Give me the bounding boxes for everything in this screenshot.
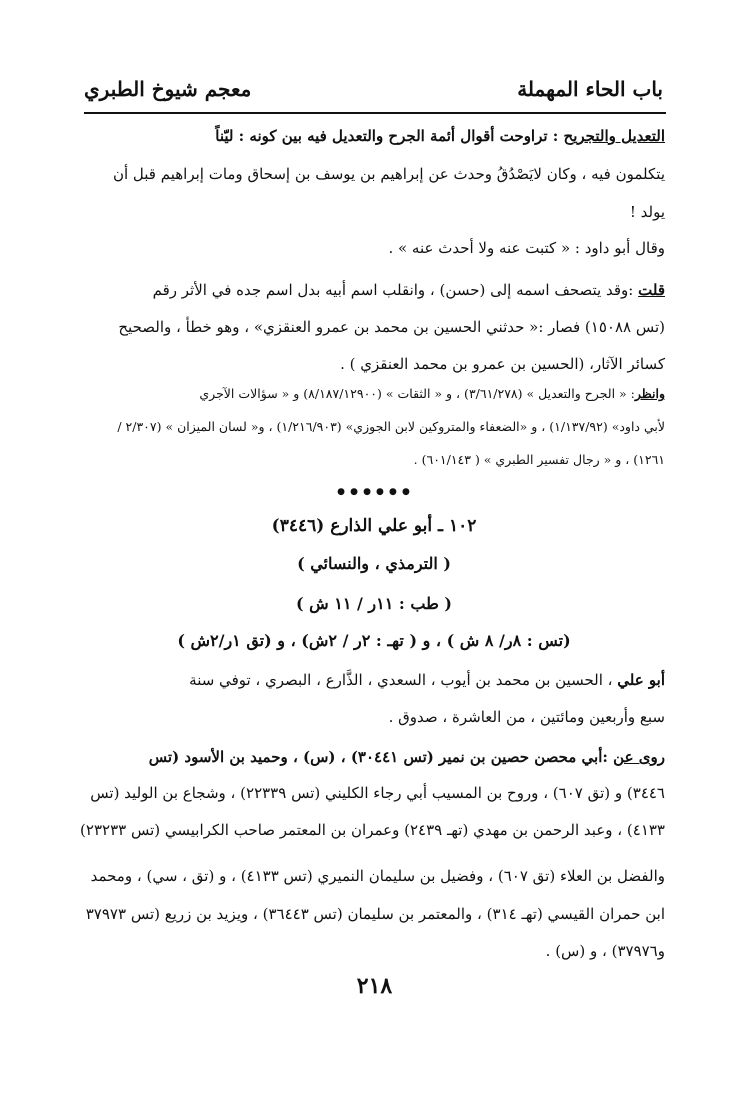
text-line: سبع وأربعين ومائتين ، من العاشرة ، صدوق . — [388, 708, 665, 726]
line-text: :أبي محصن حصين بن نمير (تس ٣٠٤٤١) ، (س) ، وحميد بن الأسود (تس — [148, 748, 614, 766]
text-line: وقال أبو داود : « كتبت عنه ولا أحدث عنه » . — [388, 239, 665, 257]
heading-term: قلت — [638, 281, 665, 299]
reference-line — [83, 380, 665, 408]
entry-tabari-count: ( طب : ١١ر / ١١ ش ) — [296, 594, 452, 613]
text-line: و٣٧٩٧٦) ، و (س) . — [545, 942, 665, 960]
text-line: والفضل بن العلاء (تق ٦٠٧) ، وفضيل بن سليمان النميري (تس ٤١٣٣) ، و (تق ، سي) ، ومحمد — [90, 867, 665, 885]
line-text: : تراوحت أقوال أئمة الجرح والتعديل فيه بين كونه : ليّناً — [215, 127, 564, 145]
entry-sources: ( الترمذي ، والنسائي ) — [297, 554, 451, 573]
text-line — [83, 666, 665, 694]
text-line: (تس ١٥٠٨٨) فصار :« حدثني الحسين بن محمد بن عمرو العنقزي» ، وهو خطأ ، والصحيح — [118, 318, 665, 336]
text-line: يولد ! — [629, 203, 665, 221]
entry-title: ١٠٢ ـ أبو علي الذارع (٣٤٤٦) — [271, 516, 477, 536]
text-line: يتكلمون فيه ، وكان لايَصْدُقُ وحدث عن إبراهيم بن يوسف بن إسحاق ومات إبراهيم قبل أن — [112, 165, 665, 183]
reference-line: لأبي داود» (١/١٣٧/٩٢) ، و «الضعفاء والمتروكين لابن الجوزي» (١/٢١٦/٩٠٣) ، و« لسان الميزان » (٢/٣٠٧ / — [117, 419, 665, 434]
header-rule — [84, 112, 666, 114]
text-line — [83, 122, 665, 150]
line-text: ، الحسين بن محمد بن أيوب ، السعدي ، الذَّارع ، البصري ، توفي سنة — [189, 671, 618, 689]
page-number: ٢١٨ — [356, 973, 393, 999]
separator: ● ● ● ● ● ● — [337, 487, 411, 497]
text-line: ٤١٣٣) ، وعبد الرحمن بن مهدي (تهـ ٢٤٣٩) وعمران بن المعتمر صاحب الكرابيسي (تس ٢٣٢٣٣) — [80, 821, 665, 839]
line-text: : « الجرح والتعديل » (٣/٦١/٢٧٨) ، و « الثقات » (٨/١٨٧/١٢٩٠٠) و « سؤالات الآجري — [199, 386, 635, 401]
entry-refs: (تس : ٨ر/ ٨ ش ) ، و ( تهـ : ٢ر / ٢ش) ، و (تق ١ر/٢ش ) — [177, 631, 571, 650]
heading-term: روى عن — [613, 748, 665, 766]
text-line: ٣٤٤٦) و (تق ٦٠٧) ، وروح بن المسيب أبي رجاء الكليني (تس ٢٢٣٣٩) ، وشجاع بن الوليد (تس — [90, 784, 665, 802]
text-line — [83, 743, 665, 771]
heading-term: التعديل والتجريح — [563, 127, 665, 145]
line-text: :وقد يتصحف اسمه إلى (حسن) ، وانقلب اسم أبيه بدل اسم جده في الأثر رقم — [152, 281, 639, 299]
book-title: معجم شيوخ الطبري — [84, 77, 252, 101]
heading-term: أبو علي — [617, 671, 665, 689]
text-line: ابن حمران القيسي (تهـ ٣١٤) ، والمعتمر بن سليمان (تس ٣٦٤٤٣) ، ويزيد بن زريع (تس ٣٧٩٧٣ — [85, 905, 665, 923]
heading-term: وانظر — [634, 386, 665, 401]
text-line: كسائر الآثار، (الحسين بن عمرو بن محمد العنقزي ) . — [340, 355, 665, 373]
reference-line: ١٢٦١) ، و « رجال تفسير الطبري » ( ٦٠١/١٤٣) . — [413, 452, 665, 467]
text-line — [83, 276, 665, 304]
chapter-title: باب الحاء المهملة — [517, 77, 663, 101]
